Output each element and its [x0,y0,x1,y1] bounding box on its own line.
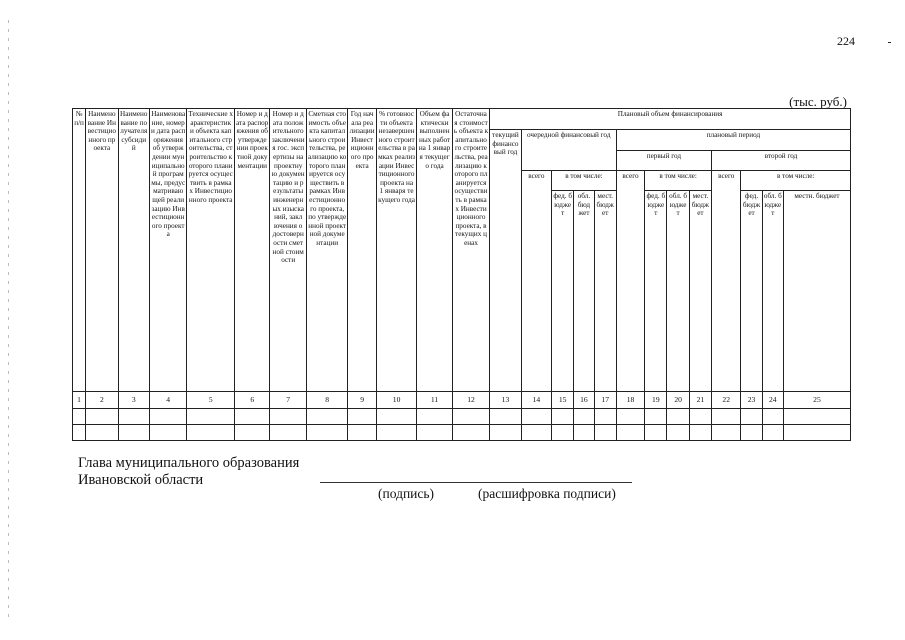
header-estimated-cost: Сметная стоимость объекта капитального строительства, реализацию которого планируется осуществить в рамках Инвестиционного проекта, по утвержденной проектной документации [306,109,348,392]
column-number: 17 [594,392,616,409]
header-readiness: % готовности объекта незавершенного строительства в рамках реализации Инвестиционного проекта на 1 января текущего года [376,109,417,392]
column-number: 16 [574,392,594,409]
column-number: 24 [762,392,783,409]
empty-cell [712,409,741,425]
column-number: 10 [376,392,417,409]
empty-cell [235,409,270,425]
header-next-local: мест. бюджет [594,191,616,392]
empty-cell [645,409,667,425]
header-first-fed: фед. бюджет [645,191,667,392]
empty-cell [86,425,118,441]
column-number: 20 [667,392,689,409]
empty-cell [574,409,594,425]
header-start-year: Год начала реализации Инвестиционного проекта [348,109,376,392]
empty-cell [306,425,348,441]
signature-caption: (подпись) [378,486,435,501]
empty-cell [762,409,783,425]
empty-cell [741,425,762,441]
header-second-obl: обл. бюджет [762,191,783,392]
header-planning-period: плановый период [616,130,850,151]
header-first-including: в том числе: [645,171,712,191]
empty-cell [149,425,186,441]
empty-cell [118,409,149,425]
empty-cell [86,409,118,425]
empty-cell [348,409,376,425]
empty-cell [490,425,521,441]
investment-projects-table [72,108,851,441]
header-expertise: Номер и дата положительного заключения гос. экспертизы на проектную документацию и результаты инженерных изысканий, заключения о достоверности сметной стоимости [270,109,306,392]
scan-artifact [888,42,891,43]
header-second-including: в том числе: [741,171,851,191]
header-completed-works: Объем фактически выполненных работ на 1 января текущего года [417,109,452,392]
header-second-fed: фед. бюджет [741,191,762,392]
empty-cell [645,425,667,441]
empty-cell [574,425,594,441]
empty-cell [149,409,186,425]
header-first-year: первый год [616,151,711,171]
column-number: 8 [306,392,348,409]
empty-cell [521,409,551,425]
header-design-approval: Номер и дата распоряжения об утверждении проектной документации [235,109,270,392]
header-first-obl: обл. бюджет [667,191,689,392]
header-next-year: очередной финансовый год [521,130,616,171]
empty-cell [235,425,270,441]
header-second-local: местн. бюджет [783,191,850,392]
empty-cell [187,409,235,425]
empty-cell [689,425,711,441]
column-number: 23 [741,392,762,409]
scan-margin-rule [8,20,9,620]
header-next-obl: обл. бюджет [574,191,594,392]
signature-line [320,482,632,483]
header-project-name: Наименование Инвестиционного проекта [86,109,118,392]
empty-cell [306,409,348,425]
header-first-local: мест. бюджет [689,191,711,392]
empty-cell [667,409,689,425]
empty-cell [452,425,489,441]
empty-cell [762,425,783,441]
column-number: 5 [187,392,235,409]
empty-cell [616,409,644,425]
header-next-total: всего [521,171,551,392]
column-number: 7 [270,392,306,409]
column-number: 3 [118,392,149,409]
signature-decode-caption: (расшифровка подписи) [478,486,616,501]
column-number: 25 [783,392,850,409]
units-label: (тыс. руб.) [789,94,847,109]
signature-title [78,455,299,489]
header-second-year: второй год [712,151,851,171]
column-number: 1 [73,392,86,409]
empty-cell [270,409,306,425]
empty-cell [741,409,762,425]
empty-cell [417,425,452,441]
empty-cell [417,409,452,425]
empty-cell [783,409,850,425]
column-number: 19 [645,392,667,409]
empty-cell [594,409,616,425]
empty-cell [552,425,574,441]
empty-cell [490,409,521,425]
signature-title-line2: Ивановской области [78,472,204,488]
empty-cell [783,425,850,441]
column-number: 9 [348,392,376,409]
column-number: 22 [712,392,741,409]
header-first-total: всего [616,171,644,392]
column-number: 13 [490,392,521,409]
header-planned-volume: Плановый объем финансирования [490,109,851,130]
column-number: 4 [149,392,186,409]
empty-cell [376,425,417,441]
signature-title-line1: Глава муниципального образования [78,455,300,471]
empty-cell [689,409,711,425]
column-number: 11 [417,392,452,409]
table-row [73,425,851,441]
column-number: 12 [452,392,489,409]
column-number: 14 [521,392,551,409]
empty-cell [118,425,149,441]
empty-cell [348,425,376,441]
column-number: 18 [616,392,644,409]
header-second-total: всего [712,171,741,392]
page-number: 224 [837,34,855,48]
column-number: 2 [86,392,118,409]
header-residual-cost: Остаточная стоимость объекта капитального строительства, реализацию которого планируется осуществить в рамках Инвестиционного проекта, в текущих ценах [452,109,489,392]
empty-cell [667,425,689,441]
empty-cell [712,425,741,441]
empty-cell [521,425,551,441]
empty-cell [376,409,417,425]
empty-cell [452,409,489,425]
header-technical-specs: Технические характеристики объекта капитального строительства, строительство которого планируется осуществить в рамках Инвестиционного проекта [187,109,235,392]
header-recipient: Наименование получателя субсидий [118,109,149,392]
column-number: 15 [552,392,574,409]
empty-cell [187,425,235,441]
header-current-year: текущий финансовый год [490,130,521,392]
empty-cell [616,425,644,441]
column-number: 6 [235,392,270,409]
column-number: 21 [689,392,711,409]
empty-cell [73,425,86,441]
empty-cell [552,409,574,425]
header-next-fed: фед. бюджет [552,191,574,392]
table-row [73,409,851,425]
empty-cell [73,409,86,425]
header-program-order: Наименование, номер и дата распоряжения об утверждении муниципальной программы, предусматривающей реализацию Инвестиционного проекта [149,109,186,392]
header-next-including: в том числе: [552,171,617,191]
header-number: № п/п [73,109,86,392]
empty-cell [594,425,616,441]
empty-cell [270,425,306,441]
